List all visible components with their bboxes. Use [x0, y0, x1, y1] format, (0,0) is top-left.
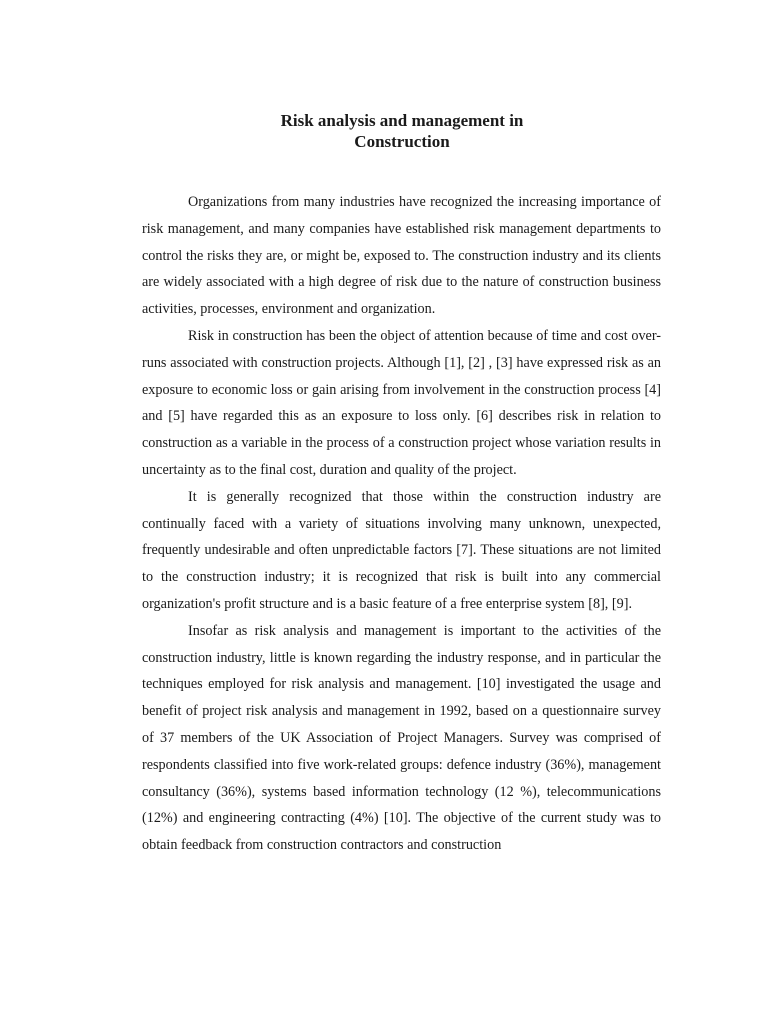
- paragraph: Risk in construction has been the object of attention because of time and cost over-runs associated with construction projects. Although [1], [2] , [3] have expressed risk as an exposure to economic loss or gain arising from involvement in the construction process [4] and [5] have regarded this as an exposure to loss only. [6] describes risk in relation to construction as a variable in the process of a construction project whose variation results in uncertainty as to the final cost, duration and quality of the project.: [142, 327, 661, 478]
- paragraph: It is generally recognized that those within the construction industry are continually faced with a variety of situations involving many unknown, unexpected, frequently undesirable and often unpredictable factors [7]. These situations are not limited to the construction industry; it is recognized that risk is built into any commercial organization's profit structure and is a basic feature of a free enterprise system [8], [9].: [142, 488, 661, 612]
- paragraph: Insofar as risk analysis and management is important to the activities of the construction industry, little is known regarding the industry response, and in particular the techniques employed for risk analysis and management. [10] investigated the usage and benefit of project risk analysis and management in 1992, based on a questionnaire survey of 37 members of the UK Association of Project Managers. Survey was comprised of respondents classified into five work-related groups: defence industry (36%), management consultancy (36%), systems based information technology (12 %), telecommunications (12%) and engineering contracting (4%) [10]. The objective of the current study was to obtain feedback from construction contractors and construction: [142, 622, 661, 854]
- title-line-2: Construction: [354, 132, 450, 151]
- document-body: [142, 189, 661, 859]
- title-line-1: Risk analysis and management in: [280, 111, 524, 130]
- document-title: [0, 110, 768, 152]
- paragraph: Organizations from many industries have recognized the increasing importance of risk management, and many companies have established risk management departments to control the risks they are, or might be, exposed to. The construction industry and its clients are widely associated with a high degree of risk due to the nature of construction business activities, processes, environment and organization.: [142, 194, 661, 318]
